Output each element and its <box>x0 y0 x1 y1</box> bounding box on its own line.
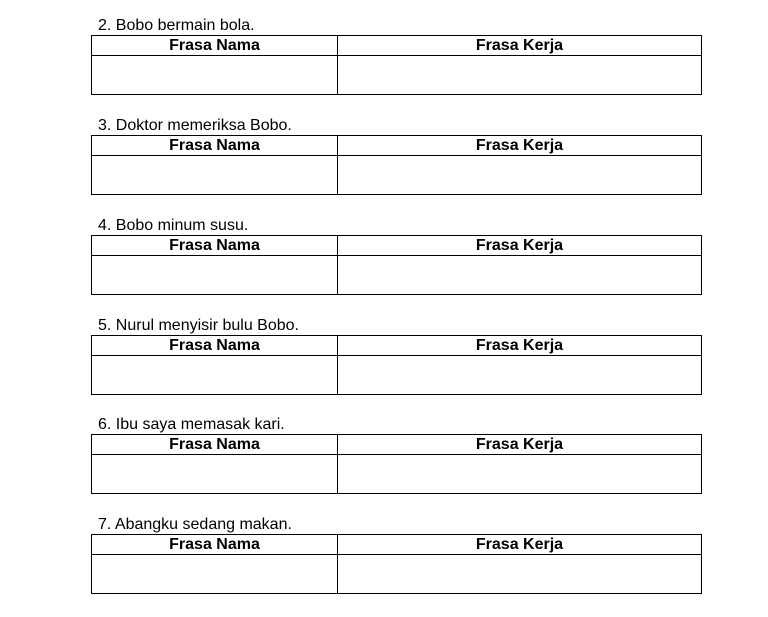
noun-phrase-answer-cell[interactable] <box>92 256 338 295</box>
verb-phrase-answer-cell[interactable] <box>338 555 702 594</box>
exercise-6 <box>0 417 768 517</box>
answer-table <box>91 434 702 494</box>
verb-phrase-header: Frasa Kerja <box>338 535 702 555</box>
noun-phrase-header: Frasa Nama <box>92 336 338 356</box>
verb-phrase-answer-cell[interactable] <box>338 156 702 195</box>
exercise-5 <box>0 318 768 418</box>
exercise-4 <box>0 218 768 318</box>
noun-phrase-answer-cell[interactable] <box>92 555 338 594</box>
answer-table <box>91 235 702 295</box>
verb-phrase-answer-cell[interactable] <box>338 256 702 295</box>
verb-phrase-answer-cell[interactable] <box>338 455 702 494</box>
noun-phrase-header: Frasa Nama <box>92 435 338 455</box>
verb-phrase-answer-cell[interactable] <box>338 356 702 395</box>
verb-phrase-header: Frasa Kerja <box>338 136 702 156</box>
exercise-2 <box>0 18 768 118</box>
verb-phrase-header: Frasa Kerja <box>338 36 702 56</box>
exercise-sentence: 5. Nurul menyisir bulu Bobo. <box>98 317 299 334</box>
exercise-sentence: 6. Ibu saya memasak kari. <box>98 416 285 433</box>
exercise-sentence: 7. Abangku sedang makan. <box>98 516 292 533</box>
answer-table <box>91 135 702 195</box>
verb-phrase-header: Frasa Kerja <box>338 435 702 455</box>
answer-table <box>91 35 702 95</box>
noun-phrase-header: Frasa Nama <box>92 236 338 256</box>
noun-phrase-answer-cell[interactable] <box>92 156 338 195</box>
noun-phrase-answer-cell[interactable] <box>92 455 338 494</box>
exercise-sentence: 4. Bobo minum susu. <box>98 217 249 234</box>
noun-phrase-answer-cell[interactable] <box>92 356 338 395</box>
noun-phrase-answer-cell[interactable] <box>92 56 338 95</box>
exercise-3 <box>0 118 768 218</box>
verb-phrase-answer-cell[interactable] <box>338 56 702 95</box>
exercise-sentence: 3. Doktor memeriksa Bobo. <box>98 117 292 134</box>
verb-phrase-header: Frasa Kerja <box>338 336 702 356</box>
exercise-7 <box>0 517 768 617</box>
answer-table <box>91 534 702 594</box>
exercise-sentence: 2. Bobo bermain bola. <box>98 17 255 34</box>
verb-phrase-header: Frasa Kerja <box>338 236 702 256</box>
answer-table <box>91 335 702 395</box>
noun-phrase-header: Frasa Nama <box>92 36 338 56</box>
noun-phrase-header: Frasa Nama <box>92 535 338 555</box>
noun-phrase-header: Frasa Nama <box>92 136 338 156</box>
